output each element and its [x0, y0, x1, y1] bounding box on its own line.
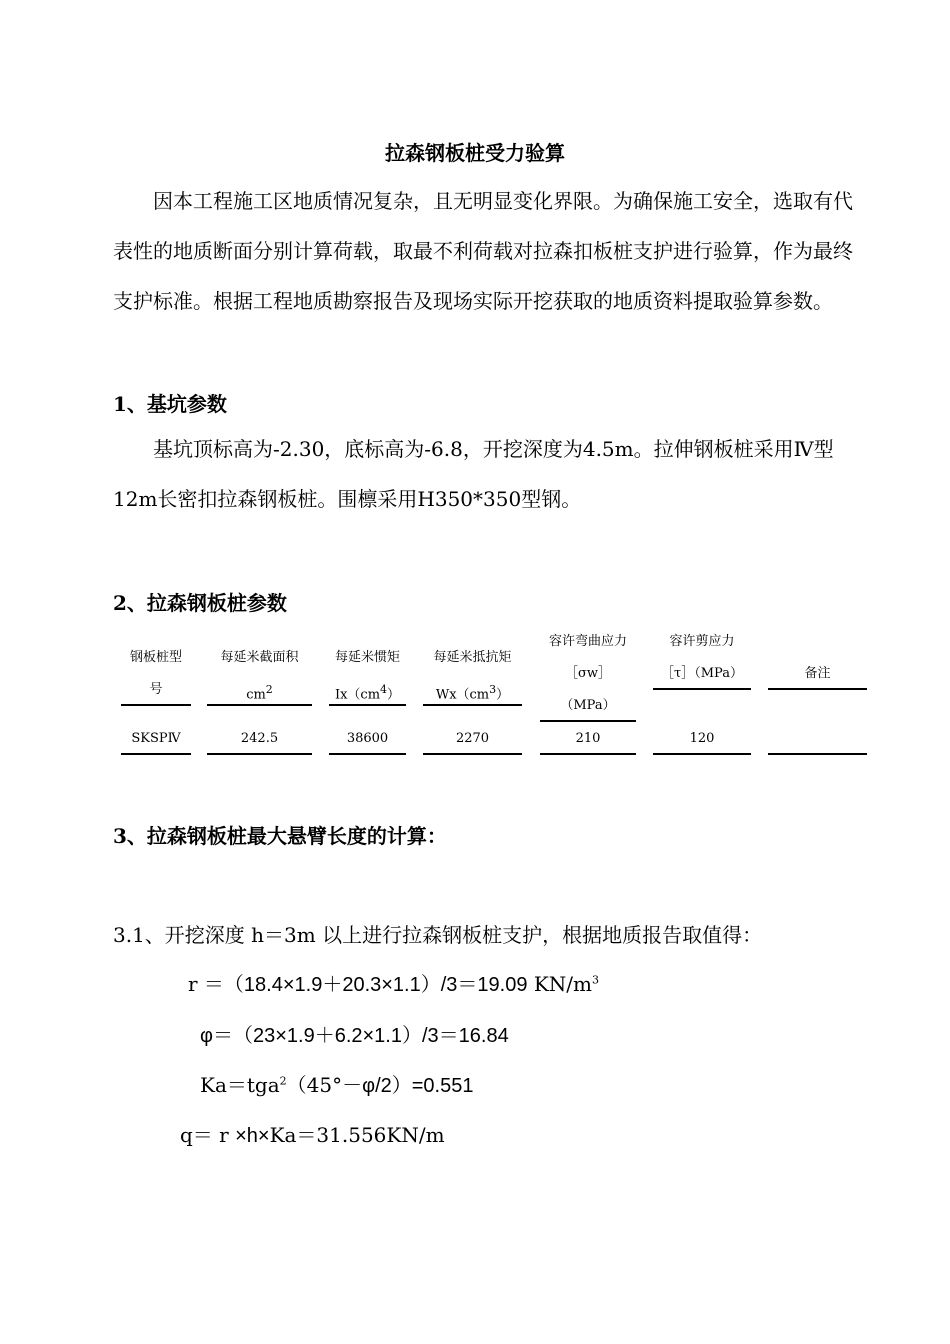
- cell-modulus: 2270: [423, 731, 522, 755]
- formula-q: q＝ r ×h×Ka＝31.556KN/m: [180, 1123, 445, 1147]
- header-inertia: [329, 642, 406, 706]
- cell-section-area: 242.5: [207, 731, 312, 755]
- section-1-text: 基坑顶标高为-2.30，底标高为-6.8，开挖深度为4.5m。拉伸钢板桩采用Ⅳ型12m长密扣拉森钢板桩。围檩采用H350*350型钢。: [113, 437, 834, 511]
- section-3-heading: 3、拉森钢板桩最大悬臂长度的计算：: [113, 824, 447, 848]
- header-section-area-line1: 每延米截面积: [220, 650, 299, 665]
- header-bending-stress-line3: （MPa）: [560, 698, 616, 713]
- header-modulus: [423, 642, 522, 706]
- section-1-heading: 1、基坑参数: [113, 392, 227, 416]
- header-shear-stress-line1: 容许剪应力: [669, 634, 735, 649]
- header-inertia-line1: 每延米惯矩: [334, 650, 400, 665]
- cell-shear-stress: 120: [653, 731, 751, 755]
- formula-friction-angle: φ＝（23×1.9＋6.2×1.1）/3＝16.84: [200, 1025, 509, 1047]
- formula-ka: Ka＝tga$^2$（45°－φ/2）=0.551: [200, 1073, 474, 1097]
- header-section-area: [207, 642, 312, 706]
- header-shear-stress: [653, 626, 751, 690]
- section-2-heading: 2、拉森钢板桩参数: [113, 591, 287, 615]
- header-bending-stress-line2: ［σw］: [564, 666, 611, 681]
- header-modulus-line1: 每延米抵抗矩: [433, 650, 512, 665]
- header-bending-stress: [540, 626, 636, 722]
- header-pile-type-line2: 号: [149, 682, 163, 697]
- cell-bending-stress: 210: [540, 731, 636, 755]
- formula-unit-weight: r ＝（18.4×1.9＋20.3×1.1）/3＝19.09 $KN/m^3$: [188, 972, 599, 996]
- intro-paragraph: [113, 176, 863, 326]
- section-1-paragraph: [113, 424, 863, 524]
- header-pile-type-line1: 钢板桩型: [129, 650, 182, 665]
- header-section-area-unit: $cm^2$: [246, 683, 273, 703]
- cell-remarks: [768, 731, 867, 755]
- header-modulus-unit: $Wx(cm^3)$: [435, 683, 510, 703]
- section-3-1-text: 3.1、开挖深度 h＝3m 以上进行拉森钢板桩支护，根据地质报告取值得：: [113, 923, 763, 947]
- cell-inertia: 38600: [329, 731, 406, 755]
- header-inertia-unit: $Ix(cm^4)$: [334, 683, 401, 703]
- intro-text: 因本工程施工区地质情况复杂，且无明显变化界限。为确保施工安全，选取有代表性的地质断面分别计算荷载，取最不利荷载对拉森扣板桩支护进行验算，作为最终支护标准。根据工程地质勘察报告及现场实际开挖获取的地质资料提取验算参数。: [113, 189, 853, 313]
- header-shear-stress-line2: ［τ］（MPa）: [661, 666, 743, 681]
- page-title: 拉森钢板桩受力验算: [385, 141, 565, 165]
- header-remarks: 备注: [768, 658, 867, 690]
- cell-pile-type: SKSPⅣ: [121, 731, 191, 755]
- header-bending-stress-line1: 容许弯曲应力: [548, 634, 627, 649]
- header-pile-type: [121, 642, 191, 706]
